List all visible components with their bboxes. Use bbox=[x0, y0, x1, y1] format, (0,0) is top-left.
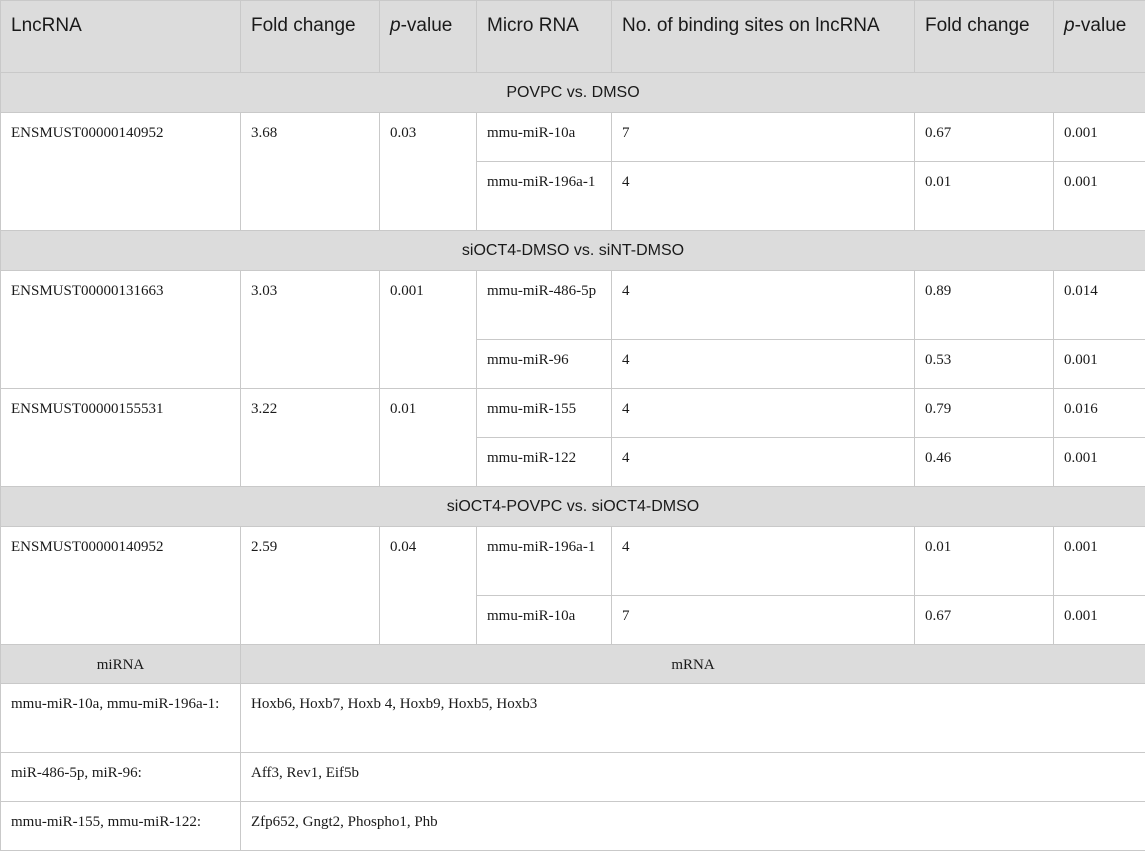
targets-header-row bbox=[1, 645, 1145, 684]
lncrna-id: ENSMUST00000140952 bbox=[1, 113, 241, 231]
mirna-fold: 0.53 bbox=[915, 340, 1054, 389]
header-binding-sites: No. of binding sites on lncRNA bbox=[612, 1, 915, 73]
lncrna-id: ENSMUST00000155531 bbox=[1, 389, 241, 487]
mirna-p: 0.001 bbox=[1054, 527, 1145, 596]
target-mrna: Aff3, Rev1, Eif5b bbox=[241, 753, 1145, 802]
group-row bbox=[1, 231, 1145, 271]
mirna-name: mmu-miR-10a bbox=[477, 113, 612, 162]
mirna-fold: 0.79 bbox=[915, 389, 1054, 438]
group-row bbox=[1, 73, 1145, 113]
lncrna-p: 0.001 bbox=[380, 271, 477, 389]
mirna-p: 0.016 bbox=[1054, 389, 1145, 438]
group-title: POVPC vs. DMSO bbox=[1, 73, 1145, 113]
lncrna-p: 0.03 bbox=[380, 113, 477, 231]
lncrna-id: ENSMUST00000131663 bbox=[1, 271, 241, 389]
mirna-name: mmu-miR-122 bbox=[477, 438, 612, 487]
lncrna-fold: 3.68 bbox=[241, 113, 380, 231]
mirna-sites: 7 bbox=[612, 113, 915, 162]
mirna-name: mmu-miR-486-5p bbox=[477, 271, 612, 340]
lncrna-p: 0.01 bbox=[380, 389, 477, 487]
mirna-fold: 0.01 bbox=[915, 162, 1054, 231]
target-mirna: mmu-miR-155, mmu-miR-122: bbox=[1, 802, 241, 851]
mirna-fold: 0.67 bbox=[915, 113, 1054, 162]
mirna-name: mmu-miR-196a-1 bbox=[477, 527, 612, 596]
header-mirna-fold-change: Fold change bbox=[915, 1, 1054, 73]
lncrna-fold: 2.59 bbox=[241, 527, 380, 645]
header-lncrna: LncRNA bbox=[1, 1, 241, 73]
header-fold-change: Fold change bbox=[241, 1, 380, 73]
table-row bbox=[1, 389, 1145, 438]
group-title: siOCT4-POVPC vs. siOCT4-DMSO bbox=[1, 487, 1145, 527]
mirna-sites: 7 bbox=[612, 596, 915, 645]
header-p-value: p-value bbox=[380, 1, 477, 73]
table-row bbox=[1, 113, 1145, 162]
mirna-name: mmu-miR-196a-1 bbox=[477, 162, 612, 231]
mirna-p: 0.001 bbox=[1054, 340, 1145, 389]
header-row bbox=[1, 1, 1145, 73]
mirna-fold: 0.67 bbox=[915, 596, 1054, 645]
table-row bbox=[1, 684, 1145, 753]
mirna-p: 0.001 bbox=[1054, 162, 1145, 231]
target-mrna: Hoxb6, Hoxb7, Hoxb 4, Hoxb9, Hoxb5, Hoxb3 bbox=[241, 684, 1145, 753]
group-title: siOCT4-DMSO vs. siNT-DMSO bbox=[1, 231, 1145, 271]
table-row bbox=[1, 753, 1145, 802]
table-row bbox=[1, 271, 1145, 340]
mirna-sites: 4 bbox=[612, 527, 915, 596]
lncrna-fold: 3.22 bbox=[241, 389, 380, 487]
lncrna-fold: 3.03 bbox=[241, 271, 380, 389]
table-row bbox=[1, 802, 1145, 851]
target-mirna: mmu-miR-10a, mmu-miR-196a-1: bbox=[1, 684, 241, 753]
targets-header-mrna: mRNA bbox=[241, 645, 1145, 684]
mirna-fold: 0.46 bbox=[915, 438, 1054, 487]
mirna-p: 0.001 bbox=[1054, 438, 1145, 487]
group-row bbox=[1, 487, 1145, 527]
mirna-sites: 4 bbox=[612, 389, 915, 438]
mirna-name: mmu-miR-155 bbox=[477, 389, 612, 438]
table-row bbox=[1, 527, 1145, 596]
mirna-p: 0.001 bbox=[1054, 113, 1145, 162]
mirna-name: mmu-miR-96 bbox=[477, 340, 612, 389]
mirna-sites: 4 bbox=[612, 162, 915, 231]
mirna-p: 0.014 bbox=[1054, 271, 1145, 340]
mirna-p: 0.001 bbox=[1054, 596, 1145, 645]
lncrna-id: ENSMUST00000140952 bbox=[1, 527, 241, 645]
target-mrna: Zfp652, Gngt2, Phospho1, Phb bbox=[241, 802, 1145, 851]
lncrna-p: 0.04 bbox=[380, 527, 477, 645]
header-micro-rna: Micro RNA bbox=[477, 1, 612, 73]
mirna-sites: 4 bbox=[612, 271, 915, 340]
header-mirna-p-value: p-value bbox=[1054, 1, 1145, 73]
mirna-fold: 0.01 bbox=[915, 527, 1054, 596]
mirna-name: mmu-miR-10a bbox=[477, 596, 612, 645]
mirna-fold: 0.89 bbox=[915, 271, 1054, 340]
targets-header-mirna: miRNA bbox=[1, 645, 241, 684]
mirna-sites: 4 bbox=[612, 438, 915, 487]
target-mirna: miR-486-5p, miR-96: bbox=[1, 753, 241, 802]
mirna-sites: 4 bbox=[612, 340, 915, 389]
